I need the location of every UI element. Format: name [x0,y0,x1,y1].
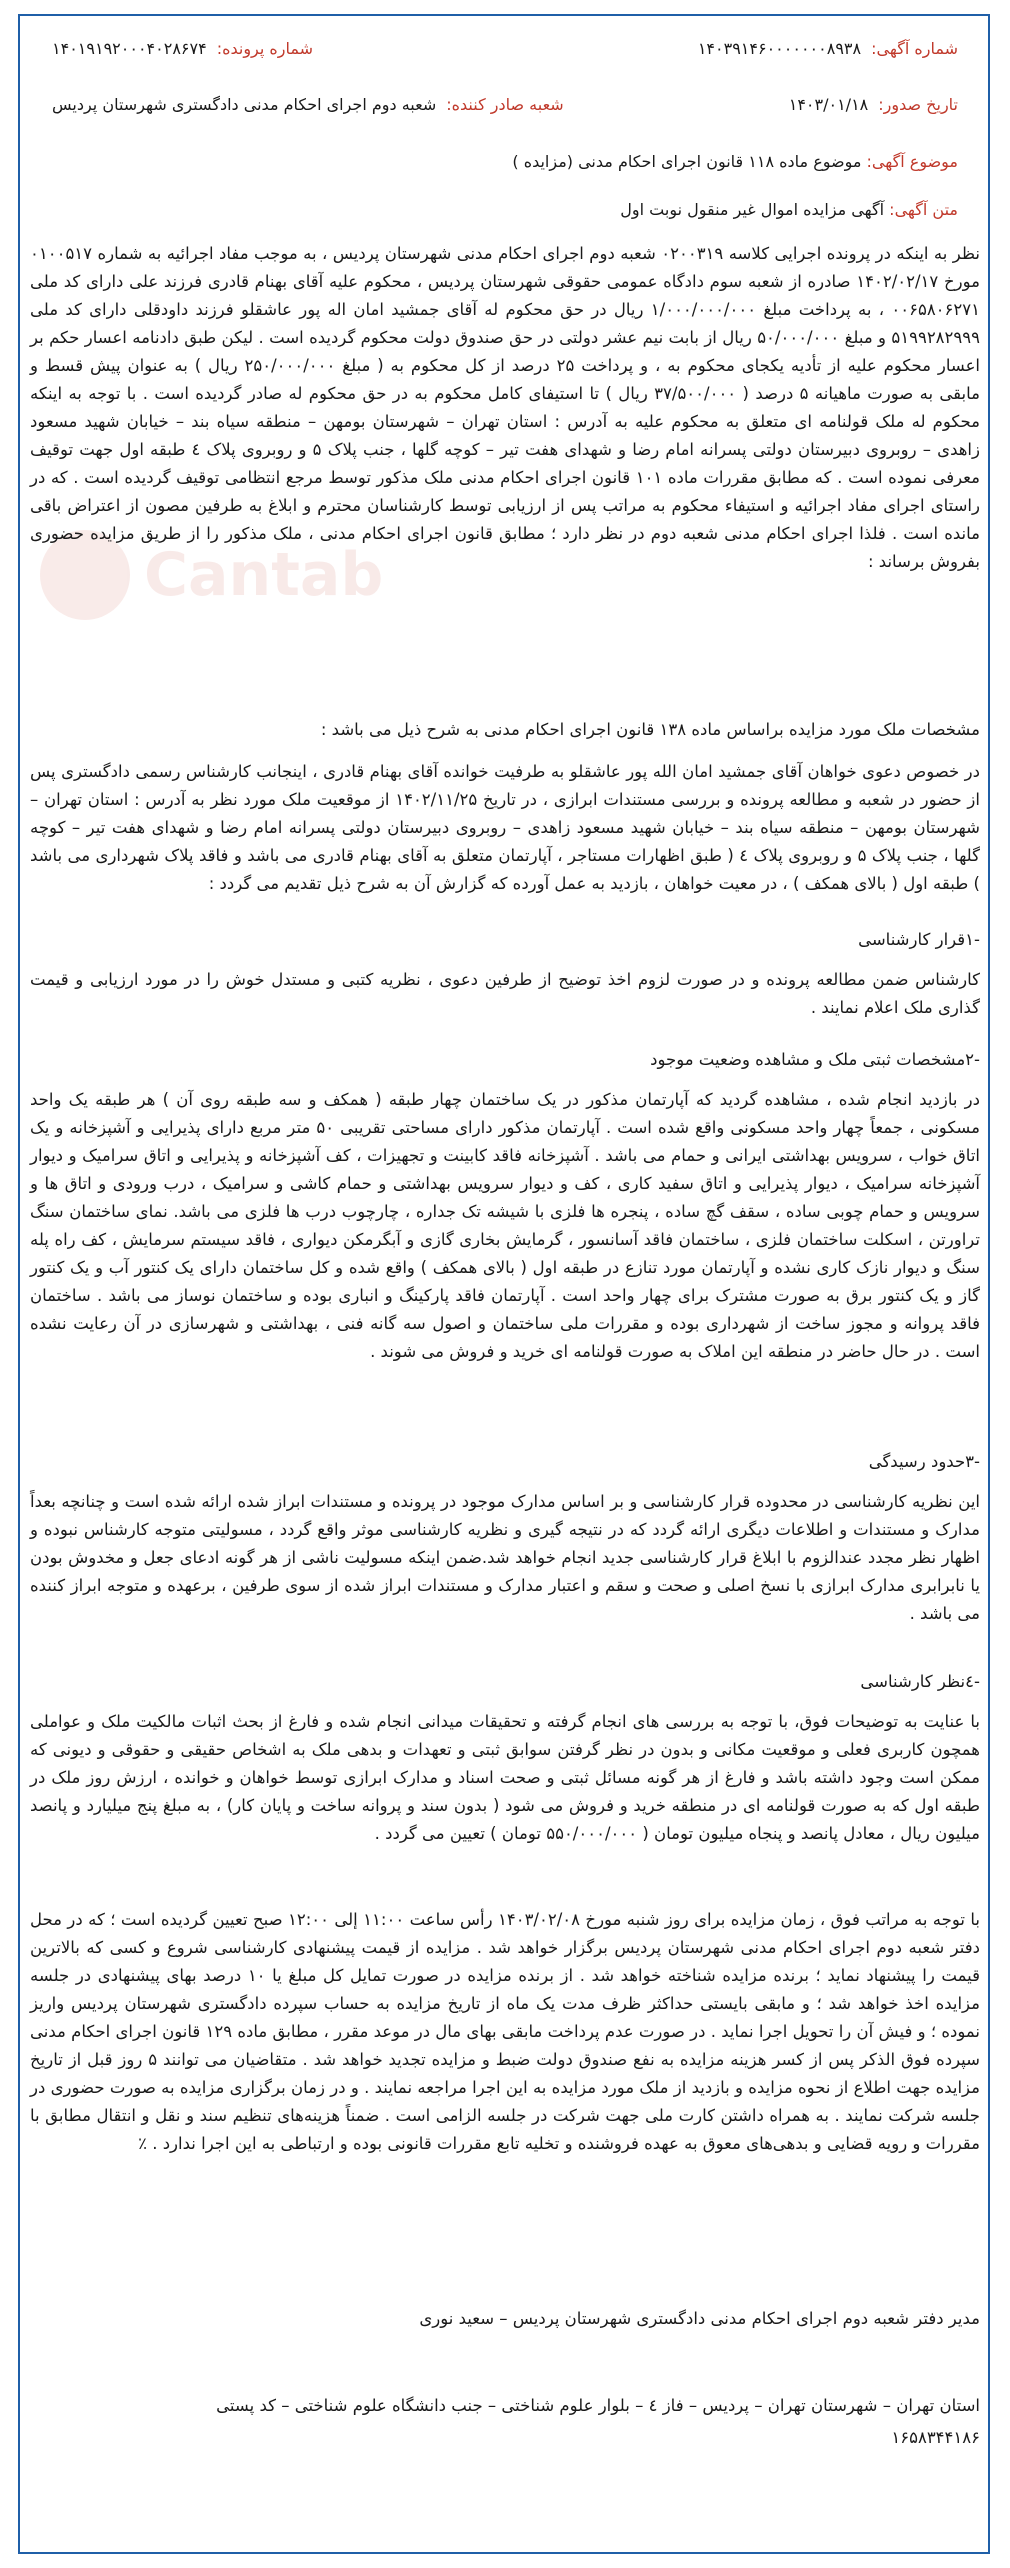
issuer-value: شعبه دوم اجرای احکام مدنی دادگستری شهرستان پردیس [52,94,437,114]
header-row-1 [52,32,958,64]
signature-line: مدیر دفتر شعبه دوم اجرای احکام مدنی دادگستری شهرستان پردیس – سعید نوری [419,2309,980,2328]
issue-date-value: ۱۴۰۳/۰۱/۱۸ [788,94,869,114]
issue-date [789,95,958,114]
watermark-text: Cantab [144,540,384,610]
issue-date-label: تاریخ صدور: [878,94,958,114]
case-number-label: شماره پرونده: [216,38,314,58]
address-line: استان تهران – شهرستان تهران – پردیس – فاز ٤ – بلوار علوم شناختی – جنب دانشگاه علوم شناختی – کد پستی [216,2396,980,2415]
case-number [52,39,313,58]
section-4-heading: -٤نظر کارشناسی [860,1672,980,1691]
section-3-heading: -۳حدود رسیدگی [868,1452,980,1471]
intro-paragraph: نظر به اینکه در پرونده اجرایی کلاسه ۰۲۰۰۳۱۹ شعبه دوم اجرای احکام مدنی شهرستان پردیس ، به موجب مفاد اجرائیه به شماره ۰۱۰۰۵۱۷ مورخ ۱۴۰۲/۰۲/۱۷ صادره از شعبه سوم دادگاه عمومی حقوقی شهرستان پردیس ، محکوم علیه آقای بهنام قادری فرزند علی دارای کد ملی ۰۰۶۵۸۰۶۲۷۱ ، به پرداخت مبلغ ۱/۰۰۰/۰۰۰/۰۰۰ ریال در حق محکوم له آقای جمشید امان اله پور عاشقلو فرزند داودقلی دارای کد ملی ۵۱۹۹۲۸۲۹۹۹ و مبلغ ۵۰/۰۰۰/۰۰۰ ریال از بابت نیم عشر دولتی در حق صندوق دولت محکوم گردیده است . لیکن طبق دادنامه اعسار حکم بر اعسار محکوم علیه از تأدیه یکجای محکوم به ، و پرداخت ۲۵ درصد از کل محکوم به ( مبلغ ۲۵۰/۰۰۰/۰۰۰ ریال ) به عنوان پیش قسط و مابقی به صورت ماهیانه ۵ درصد ( ۳۷/۵۰۰/۰۰۰ ریال ) تا استیفای کامل محکوم به در حق محکوم له صادر گردیده است . با توجه به اینکه محکوم له ملک قولنامه ای متعلق به محکوم علیه به آدرس : استان تهران – شهرستان بومهن – منطقه سیاه بند – خیابان شهید مسعود زاهدی – روبروی دبیرستان دولتی پسرانه امام رضا و شهدای هفت تیر – کوچه گلها ، جنب پلاک ۵ و روبروی پلاک ٤ طبقه اول جهت توقیف معرفی نموده است . که مطابق مقررات ماده ۱۰۱ قانون اجرای احکام مدنی ملک مذکور توسط مرجع انتظامی توقیف گردیده است . که در راستای اجرای مفاد اجرائیه و استیفاء محکوم به مراتب پس از ارزیابی توسط کارشناسان محترم و ابلاغ به طرفین مصون از اعتراض باقی مانده است . فلذا اجرای احکام مدنی شعبه دوم در نظر دارد ؛ مطابق قانون اجرای احکام مدنی ، ملک مذکور را از طریق مزایده حضوری بفروش برساند : [30,244,981,571]
subject-value: موضوع ماده ۱۱۸ قانون اجرای احکام مدنی (مزایده ) [512,152,862,171]
ad-number-value: ۱۴۰۳۹۱۴۶۰۰۰۰۰۰۰۸۹۳۸ [697,38,862,58]
ad-text-value: آگهی مزایده اموال غیر منقول نوبت اول [620,200,885,219]
section-3-paragraph: این نظریه کارشناسی در محدوده قرار کارشناسی و بر اساس مدارک موجود در پرونده و مستندات ابراز شده ارائه شده است و چنانچه بعداً مدارک و مستندات و اطلاعات دیگری ارائه گردد که در نتیجه گیری و نظریه کارشناسی موثر واقع گردد ، مسولیتی متوجه کارشناس نبوده و اظهار نظر مجدد عندالزوم با ابلاغ قرار کارشناسی جدید انجام خواهد شد.ضمن اینکه مسولیت ناشی از هر گونه ادعای جعل و مخدوش بودن یا نابرابری مدارک ابرازی با نسخ اصلی و صحت و سقم و اعتبار مدارک و مستندات ابراز شده از سوی طرفین ، برعهده و متوجه ابراز کننده می باشد . [30,1492,980,1623]
ad-text-label: متن آگهی: [889,200,958,219]
issuer-label: شعبه صادر کننده: [446,94,564,114]
subject-line [52,152,958,171]
section-1-heading: -۱قرار کارشناسی [858,930,980,949]
issuer [52,95,564,114]
section-2-paragraph: در بازدید انجام شده ، مشاهده گردید که آپارتمان مذکور در یک ساختمان چهار طبقه ( همکف و سه طبقه روی آن ) هر طبقه یک واحد مسکونی ، جمعاً چهار واحد مسکونی واقع شده است . آپارتمان مذکور دارای مساحتی تقریبی ۵۰ متر مربع دارای پذیرایی و آشپزخانه و یک اتاق خواب ، سرویس بهداشتی ایرانی و حمام می باشد . آشپزخانه فاقد کابینت و تجهیزات ، کف آشپزخانه و پذیرایی و اتاق سرامیک و دیوار آشپزخانه سرامیک ، دیوار پذیرایی و اتاق سفید کاری ، کف و دیوار سرویس بهداشتی و حمام کاشی و سرامیک ، درب ورودی و اتاق ها و سرویس و حمام چوبی ساده ، سقف گچ ساده ، پنجره ها فلزی با شیشه تک جداره ، چارچوب درب ها فلزی می باشد. نمای ساختمان سنگ تراورتن ، اسکلت ساختمان فلزی ، ساختمان فاقد آسانسور ، گرمایش بخاری گازی و آبگرمکن دیواری ، فاقد سیستم سرمایش ، کف راه پله سنگ و دیوار نازک کاری نشده و آپارتمان مورد تنازع در طبقه اول ( بالای همکف ) واقع شده و کل ساختمان دارای یک کنتور آب و یک کنتور گاز و یک کنتور برق به صورت مشترک برای چهار واحد است . آپارتمان فاقد پارکینگ و انباری بوده و ساختمان نوساز می باشد . ساختمان فاقد پروانه و مجوز ساخت از شهرداری بوده و مقررات ملی ساختمان و اصول سه گانه فنی ، بهداشتی و شهرسازی در آن رعایت نشده است . در حال حاضر در منطقه این املاک به صورت قولنامه ای خرید و فروش می شوند . [30,1090,980,1361]
ad-text-line [52,200,958,219]
section-1-paragraph: کارشناس ضمن مطالعه پرونده و در صورت لزوم اخذ توضیح از طرفین دعوی ، نظریه کتبی و مستدل خوش را در مورد ارزیابی و قیمت گذاری ملک اعلام نمایند . [30,970,980,1017]
section-2-heading: -۲مشخصات ثبتی ملک و مشاهده وضعیت موجود [650,1050,980,1069]
spec-heading: مشخصات ملک مورد مزایده براساس ماده ۱۳۸ قانون اجرای احکام مدنی به شرح ذیل می باشد : [320,720,980,739]
ad-number [698,39,958,58]
section-4-paragraph: با عنایت به توضیحات فوق، با توجه به بررسی های انجام گرفته و تحقیقات میدانی انجام شده و فارغ از بحث اثبات مالکیت ملک و عواملی همچون کاربری فعلی و موقعیت مکانی و بدون در نظر گرفتن سوابق ثبتی و تعهدات و بدهی ملک به اشخاص حقیقی و حقوقی و دیونی که ممکن است وجود داشته باشد و فارغ از هر گونه مسائل ثبتی و صحت اسناد و مدارک ابرازی توسط خواهان و خوانده ، ارزش روز ملک در طبقه اول که به صورت قولنامه ای در منطقه خرید و فروش می شود ( بدون سند و پروانه ساخت و پایان کار) ، به مبلغ پنج میلیارد و پانصد میلیون ریال ، معادل پانصد و پنجاه میلیون تومان ( ۵۵۰/۰۰۰/۰۰۰ تومان ) تعیین می گردد . [30,1712,980,1843]
claim-paragraph: در خصوص دعوی خواهان آقای جمشید امان الله پور عاشقلو به طرفیت خوانده آقای بهنام قادری ، اینجانب کارشناس رسمی دادگستری پس از حضور در شعبه و مطالعه پرونده و بررسی مستندات ابرازی ، در تاریخ ۱۴۰۲/۱۱/۲۵ از موقعیت ملک مورد نظر به آدرس : استان تهران – شهرستان بومهن – منطقه سیاه بند – خیابان شهید مسعود زاهدی – روبروی دبیرستان دولتی پسرانه امام رضا و شهدای هفت تیر – کوچه گلها ، جنب پلاک ۵ و روبروی پلاک ٤ ( طبق اظهارات مستاجر ، آپارتمان متعلق به آقای بهنام قادری می باشد و فاقد پلاک شهرداری می باشد ) طبقه اول ( بالای همکف ) ، در معیت خواهان ، بازدید به عمل آورده که گزارش آن به شرح ذیل تقدیم می گردد : [30,762,981,893]
case-number-value: ۱۴۰۱۹۱۹۲۰۰۰۴۰۲۸۶۷۴ [52,38,207,58]
auction-paragraph: با توجه به مراتب فوق ، زمان مزایده برای روز شنبه مورخ ۱۴۰۳/۰۲/۰۸ رأس ساعت ۱۱:۰۰ إلی ۱۲:۰۰ صبح تعیین گردیده است ؛ که در محل دفتر شعبه دوم اجرای احکام مدنی شهرستان پردیس برگزار خواهد شد . مزایده از قیمت پیشنهادی کارشناسی شروع و کسی که بالاترین قیمت را پیشنهاد نماید ؛ برنده مزایده شناخته خواهد شد . از برنده مزایده در صورت تمایل کل مبلغ یا ۱۰ درصد بهای پیشنهادی در جلسه مزایده اخذ خواهد شد ؛ و مابقی بایستی حداکثر ظرف مدت یک ماه از تاریخ مزایده به حساب سپرده دادگستری شهرستان پردیس واریز نموده ؛ و فیش آن را تحویل اجرا نماید . در صورت عدم پرداخت مابقی بهای مال در موعد مقرر ، مطابق ماده ۱۲۹ قانون اجرای احکام مدنی سپرده فوق الذکر پس از کسر هزینه مزایده به نفع صندوق دولت ضبط و مزایده تجدید خواهد شد . متقاضیان می توانند ۵ روز قبل از تاریخ مزایده جهت اطلاع از نحوه مزایده و بازدید از ملک مورد مزایده به این اجرا مراجعه نمایند . و در زمان برگزاری مزایده به صورت حضوری در جلسه شرکت نمایند . به همراه داشتن کارت ملی جهت شرکت در جلسه الزامی است . ضمناً هزینه‌های تنظیم سند و نقل و انتقال مطابق با مقررات و رویه قضایی و بدهی‌های معوق به عهده فروشنده و تخلیه تابع مقررات قانونی بوده و ارتباطی به این اجرا ندارد . ٪ [30,1910,981,2153]
subject-label: موضوع آگهی: [866,152,958,171]
header-row-2 [52,88,958,120]
postal-code: ۱۶۵۸۳۴۴۱۸۶ [891,2428,980,2447]
ad-number-label: شماره آگهی: [871,38,958,58]
